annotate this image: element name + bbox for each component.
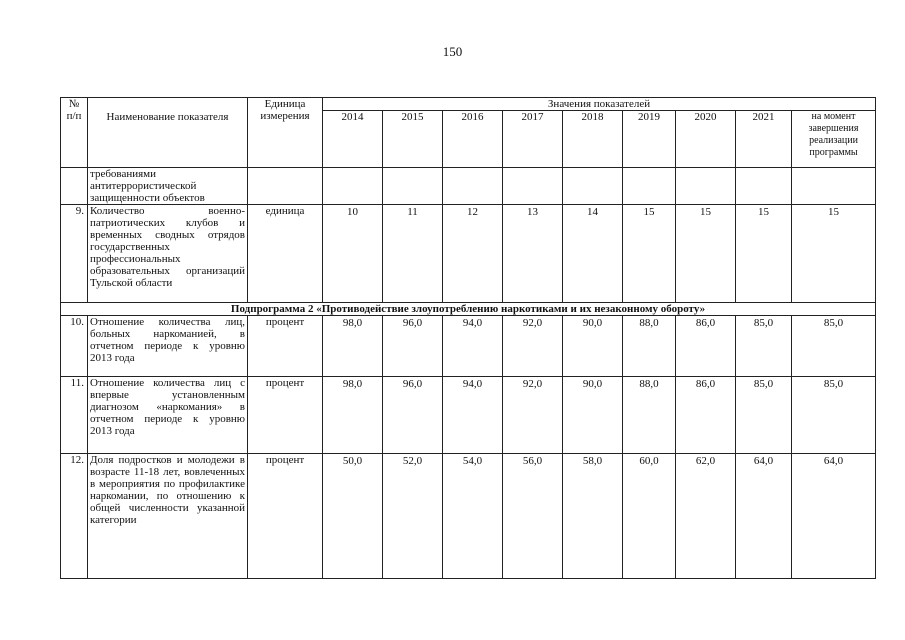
row-value: 92,0: [503, 377, 563, 454]
header-year: 2021: [736, 111, 792, 168]
table-row: [61, 377, 876, 454]
row-value: 92,0: [503, 316, 563, 377]
row-value: [383, 168, 443, 205]
row-value: 11: [383, 205, 443, 303]
row-value: 10: [323, 205, 383, 303]
row-value: 52,0: [383, 454, 443, 579]
header-year: 2019: [623, 111, 676, 168]
row-final-value: 85,0: [792, 316, 876, 377]
row-number: 12.: [61, 454, 88, 579]
table-body: [61, 98, 876, 579]
row-value: 94,0: [443, 377, 503, 454]
header-year: 2015: [383, 111, 443, 168]
header-year: 2020: [676, 111, 736, 168]
row-unit: [248, 168, 323, 205]
row-value: 86,0: [676, 316, 736, 377]
header-values-title: Значения показателей: [323, 98, 876, 111]
row-value: 90,0: [563, 377, 623, 454]
table-row: [61, 316, 876, 377]
row-unit: процент: [248, 454, 323, 579]
row-value: [623, 168, 676, 205]
row-value: 90,0: [563, 316, 623, 377]
row-value: 15: [623, 205, 676, 303]
header-year: 2018: [563, 111, 623, 168]
row-unit: процент: [248, 377, 323, 454]
header-year: 2014: [323, 111, 383, 168]
row-value: 86,0: [676, 377, 736, 454]
row-number: [61, 168, 88, 205]
table-row: [61, 168, 876, 205]
row-value: 98,0: [323, 377, 383, 454]
row-value: 64,0: [736, 454, 792, 579]
row-value: 54,0: [443, 454, 503, 579]
row-value: 56,0: [503, 454, 563, 579]
row-value: 85,0: [736, 377, 792, 454]
row-indicator-name: Отношение количества лиц с впервые установленным диагнозом «наркомания» в отчетном периоде к уровню 2013 года: [88, 377, 248, 454]
row-unit: процент: [248, 316, 323, 377]
header-unit: Единица измерения: [248, 98, 323, 168]
row-number: 9.: [61, 205, 88, 303]
table-row: [61, 205, 876, 303]
row-number: 11.: [61, 377, 88, 454]
row-value: 15: [676, 205, 736, 303]
table-row: [61, 454, 876, 579]
row-number: 10.: [61, 316, 88, 377]
row-value: 96,0: [383, 377, 443, 454]
page-number: 150: [442, 44, 463, 59]
row-indicator-name: Количество военно-патриотических клубов и временных сводных отрядов государственных профессиональных образовательных организаций Тульской области: [88, 205, 248, 303]
header-final: на момент завершения реализации программы: [792, 111, 876, 168]
subprogram-title: Подпрограмма 2 «Противодействие злоупотреблению наркотиками и их незаконному обороту»: [61, 303, 876, 316]
row-final-value: [792, 168, 876, 205]
row-value: 50,0: [323, 454, 383, 579]
row-indicator-name: Отношение количества лиц, больных наркоманией, в отчетном периоде к уровню 2013 года: [88, 316, 248, 377]
header-name: Наименование показателя: [88, 98, 248, 168]
row-unit: единица: [248, 205, 323, 303]
row-value: [503, 168, 563, 205]
row-value: 13: [503, 205, 563, 303]
row-value: 98,0: [323, 316, 383, 377]
indicators-table: [60, 97, 876, 579]
row-value: 14: [563, 205, 623, 303]
row-value: 94,0: [443, 316, 503, 377]
header-num: № п/п: [61, 98, 88, 168]
header-year: 2017: [503, 111, 563, 168]
row-value: 88,0: [623, 377, 676, 454]
row-indicator-name: Доля подростков и молодежи в возрасте 11-18 лет, вовлеченных в мероприятия по профилактике наркомании, по отношению к общей численности указанной категории: [88, 454, 248, 579]
row-value: [563, 168, 623, 205]
row-value: [736, 168, 792, 205]
row-value: 15: [736, 205, 792, 303]
row-value: [676, 168, 736, 205]
row-value: [443, 168, 503, 205]
row-value: 60,0: [623, 454, 676, 579]
header-year: 2016: [443, 111, 503, 168]
row-final-value: 15: [792, 205, 876, 303]
header-row-1: [61, 98, 876, 111]
row-indicator-name: требованиями антитеррористической защищенности объектов: [88, 168, 248, 205]
subprogram-row: [61, 303, 876, 316]
row-value: 58,0: [563, 454, 623, 579]
row-value: 88,0: [623, 316, 676, 377]
row-value: 96,0: [383, 316, 443, 377]
row-value: [323, 168, 383, 205]
row-final-value: 64,0: [792, 454, 876, 579]
row-value: 12: [443, 205, 503, 303]
row-final-value: 85,0: [792, 377, 876, 454]
row-value: 85,0: [736, 316, 792, 377]
row-value: 62,0: [676, 454, 736, 579]
